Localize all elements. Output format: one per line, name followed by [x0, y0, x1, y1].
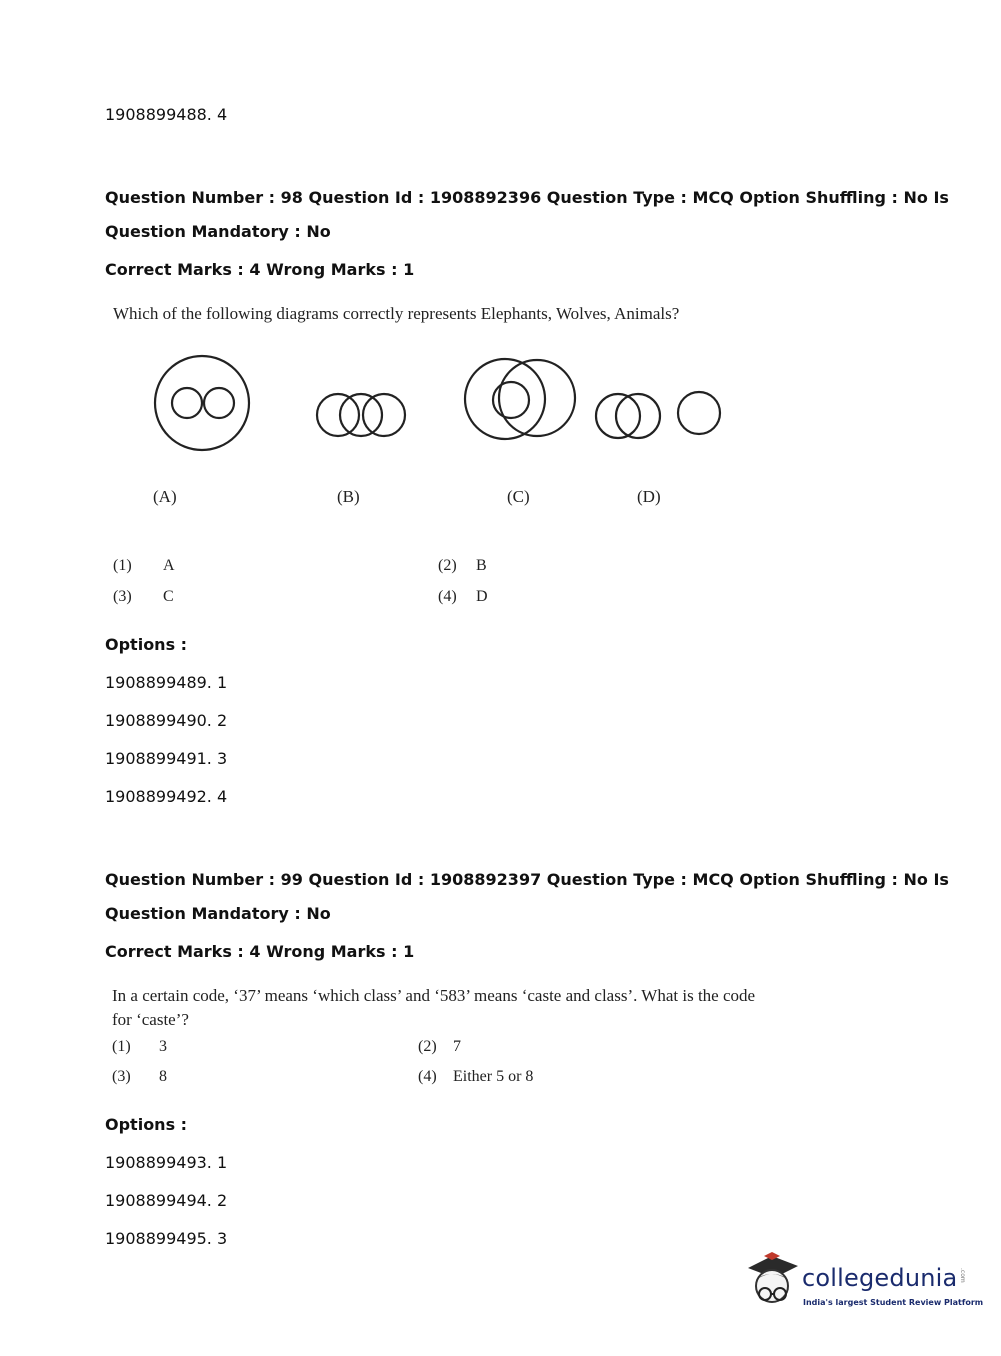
q98-choice-1-num: (1): [113, 557, 132, 574]
q98-header-line1: Question Number : 98 Question Id : 1908892396 Question Type : MCQ Option Shuffling : No Is: [105, 188, 949, 207]
diagram-label-b: (B): [337, 487, 360, 506]
q99-options-title: Options :: [105, 1115, 188, 1134]
diagram-b: [317, 394, 405, 436]
q99-question-line1: In a certain code, ‘37’ means ‘which class’ and ‘583’ means ‘caste and class’. What is the code: [112, 986, 756, 1005]
q99-option-2: 1908899494. 2: [105, 1191, 228, 1210]
q98-venn-diagrams: [140, 350, 740, 460]
diagram-a: [155, 356, 249, 450]
q98-choice-2-val: B: [476, 557, 487, 574]
q98-option-1: 1908899489. 1: [105, 673, 228, 692]
diagram-b-circle-3: [363, 394, 405, 436]
q99-choice-1-val: 3: [159, 1038, 167, 1055]
q99-header-line1: Question Number : 99 Question Id : 1908892397 Question Type : MCQ Option Shuffling : No Is: [105, 870, 949, 889]
q98-header-line2: Question Mandatory : No: [105, 222, 331, 241]
q99-choice-3-val: 8: [159, 1068, 167, 1085]
q98-option-4: 1908899492. 4: [105, 787, 228, 806]
mascot-icon: [742, 1250, 802, 1310]
logo-tagline: India's largest Student Review Platform: [803, 1298, 984, 1307]
diagram-c-circle-left: [465, 359, 545, 439]
q99-choice-2-num: (2): [418, 1038, 437, 1055]
q99-choice-2-val: 7: [453, 1038, 461, 1055]
diagram-d: [596, 392, 720, 438]
q98-choice-1-val: A: [163, 557, 175, 574]
q99-choice-1-num: (1): [112, 1038, 131, 1055]
q98-choice-2-num: (2): [438, 557, 457, 574]
diagram-label-c: (C): [507, 487, 530, 506]
previous-option: 1908899488. 4: [105, 105, 228, 124]
q98-choice-3-num: (3): [113, 588, 132, 605]
q98-choice-4-num: (4): [438, 588, 457, 605]
diagram-a-inner-circle-1: [172, 388, 202, 418]
diagram-d-circle-3: [678, 392, 720, 434]
diagram-label-d: (D): [637, 487, 661, 506]
q99-question-line2: for ‘caste’?: [112, 1010, 189, 1029]
q99-choice-4-val: Either 5 or 8: [453, 1068, 534, 1085]
q99-choice-3-num: (3): [112, 1068, 131, 1085]
q98-question-text: Which of the following diagrams correctly represents Elephants, Wolves, Animals?: [113, 304, 680, 323]
diagram-b-circle-2: [340, 394, 382, 436]
q99-option-3: 1908899495. 3: [105, 1229, 228, 1248]
diagram-d-circle-2: [616, 394, 660, 438]
q99-option-1: 1908899493. 1: [105, 1153, 228, 1172]
diagram-a-inner-circle-2: [204, 388, 234, 418]
q98-option-2: 1908899490. 2: [105, 711, 228, 730]
q98-option-3: 1908899491. 3: [105, 749, 228, 768]
logo-suffix: .com: [959, 1268, 966, 1283]
q98-choice-3-val: C: [163, 588, 174, 605]
q99-header-line2: Question Mandatory : No: [105, 904, 331, 923]
logo-name: collegedunia: [802, 1264, 958, 1292]
collegedunia-logo[interactable]: [742, 1250, 984, 1320]
diagram-c: [465, 359, 575, 439]
diagram-label-a: (A): [153, 487, 177, 506]
q98-options-title: Options :: [105, 635, 188, 654]
diagram-d-circle-1: [596, 394, 640, 438]
q98-choice-4-val: D: [476, 588, 488, 605]
q99-choice-4-num: (4): [418, 1068, 437, 1085]
q98-marks: Correct Marks : 4 Wrong Marks : 1: [105, 260, 415, 279]
diagram-b-circle-1: [317, 394, 359, 436]
q99-marks: Correct Marks : 4 Wrong Marks : 1: [105, 942, 415, 961]
